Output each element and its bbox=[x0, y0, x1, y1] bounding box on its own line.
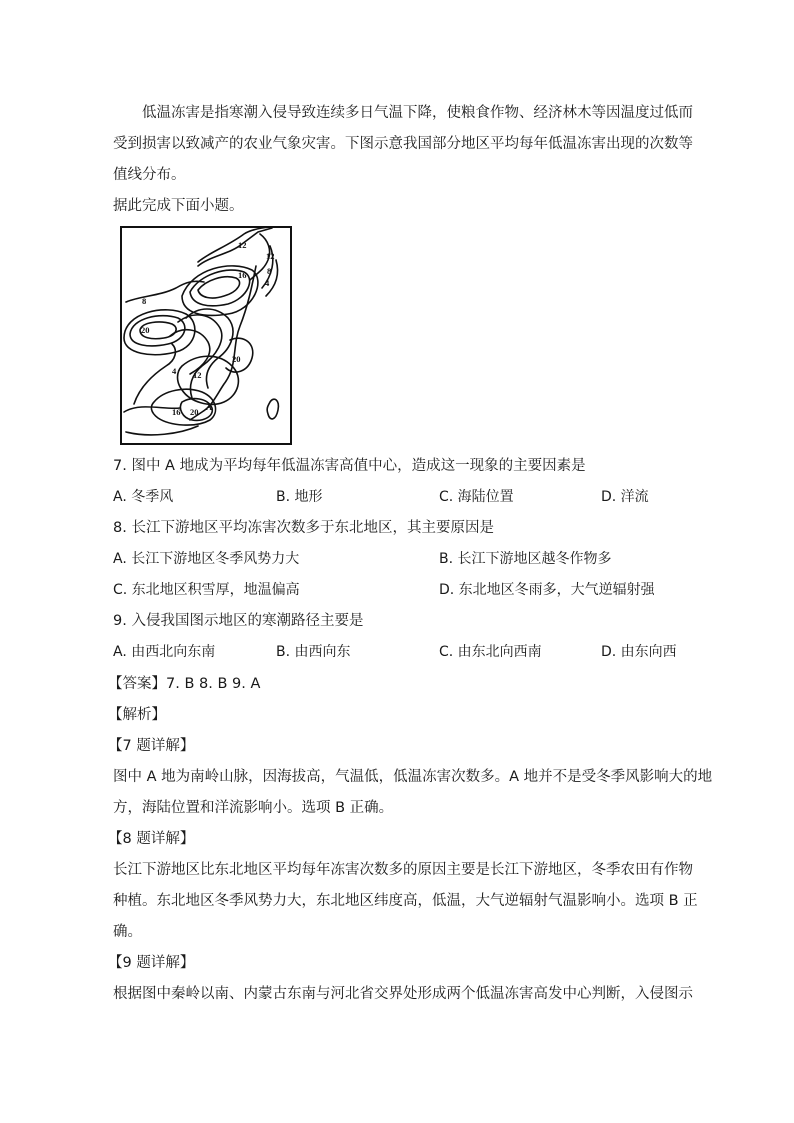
instruction-line: 据此完成下面小题。 bbox=[113, 198, 244, 214]
intro-line-1: 低温冻害是指寒潮入侵导致连续多日气温下降，使粮食作物、经济林木等因温度过低而 bbox=[142, 105, 693, 121]
label-12b: 12 bbox=[266, 251, 275, 261]
q7-option-d[interactable]: D. 洋流 bbox=[601, 489, 649, 505]
label-8a: 8 bbox=[267, 266, 272, 276]
label-A: A bbox=[206, 402, 213, 412]
label-16b: 16 bbox=[172, 407, 181, 417]
answer-tag: 【答案】 bbox=[108, 676, 166, 692]
q9-option-b[interactable]: B. 由西向东 bbox=[276, 644, 351, 660]
intro-line-3: 值线分布。 bbox=[113, 167, 186, 183]
answer-text: 7. B 8. B 9. A bbox=[166, 676, 261, 692]
q7-option-a[interactable]: A. 冬季风 bbox=[113, 489, 174, 505]
detail-9-tag: 【9 题详解】 bbox=[108, 955, 195, 971]
q7-option-c[interactable]: C. 海陆位置 bbox=[439, 489, 514, 505]
label-16a: 16 bbox=[238, 270, 247, 280]
analysis-tag: 【解析】 bbox=[108, 707, 166, 723]
q8-option-a[interactable]: A. 长江下游地区冬季风势力大 bbox=[113, 551, 300, 567]
intro-line-2: 受到损害以致减产的农业气象灾害。下图示意我国部分地区平均每年低温冻害出现的次数等 bbox=[113, 136, 693, 152]
detail-7-tag: 【7 题详解】 bbox=[108, 738, 195, 754]
answer-line bbox=[108, 674, 260, 694]
detail-9-line-1: 根据图中秦岭以南、内蒙古东南与河北省交界处形成两个低温冻害高发中心判断，入侵图示 bbox=[113, 986, 693, 1002]
label-4b: 4 bbox=[172, 366, 177, 376]
q9-option-a[interactable]: A. 由西北向东南 bbox=[113, 644, 216, 660]
isoline-map-figure bbox=[120, 226, 292, 445]
q7-option-b[interactable]: B. 地形 bbox=[276, 489, 323, 505]
label-8b: 8 bbox=[142, 296, 147, 306]
detail-8-line-3: 确。 bbox=[113, 924, 142, 940]
label-12c: 12 bbox=[193, 370, 202, 380]
q8-option-b[interactable]: B. 长江下游地区越冬作物多 bbox=[439, 551, 612, 567]
label-20c: 20 bbox=[190, 407, 199, 417]
q8-option-c[interactable]: C. 东北地区积雪厚，地温偏高 bbox=[113, 582, 300, 598]
detail-7-line-1: 图中 A 地为南岭山脉，因海拔高，气温低，低温冻害次数多。A 地并不是受冬季风影响大的地 bbox=[113, 769, 713, 785]
question-7-stem: 7. 图中 A 地成为平均每年低温冻害高值中心，造成这一现象的主要因素是 bbox=[113, 458, 586, 474]
q9-option-c[interactable]: C. 由东北向西南 bbox=[439, 644, 542, 660]
label-20a: 20 bbox=[141, 325, 150, 335]
label-4a: 4 bbox=[265, 278, 270, 288]
detail-8-tag: 【8 题详解】 bbox=[108, 831, 195, 847]
label-12a: 12 bbox=[238, 240, 247, 250]
q8-option-d[interactable]: D. 东北地区冬雨多，大气逆辐射强 bbox=[439, 582, 655, 598]
question-8-stem: 8. 长江下游地区平均冻害次数多于东北地区，其主要原因是 bbox=[113, 520, 494, 536]
q9-option-d[interactable]: D. 由东向西 bbox=[601, 644, 677, 660]
label-20b: 20 bbox=[232, 354, 241, 364]
detail-8-line-1: 长江下游地区比东北地区平均每年冻害次数多的原因主要是长江下游地区，冬季农田有作物 bbox=[113, 862, 693, 878]
detail-8-line-2: 种植。东北地区冬季风势力大，东北地区纬度高，低温，大气逆辐射气温影响小。选项 B 正 bbox=[113, 893, 698, 909]
question-9-stem: 9. 入侵我国图示地区的寒潮路径主要是 bbox=[113, 613, 364, 629]
detail-7-line-2: 方，海陆位置和洋流影响小。选项 B 正确。 bbox=[113, 800, 394, 816]
